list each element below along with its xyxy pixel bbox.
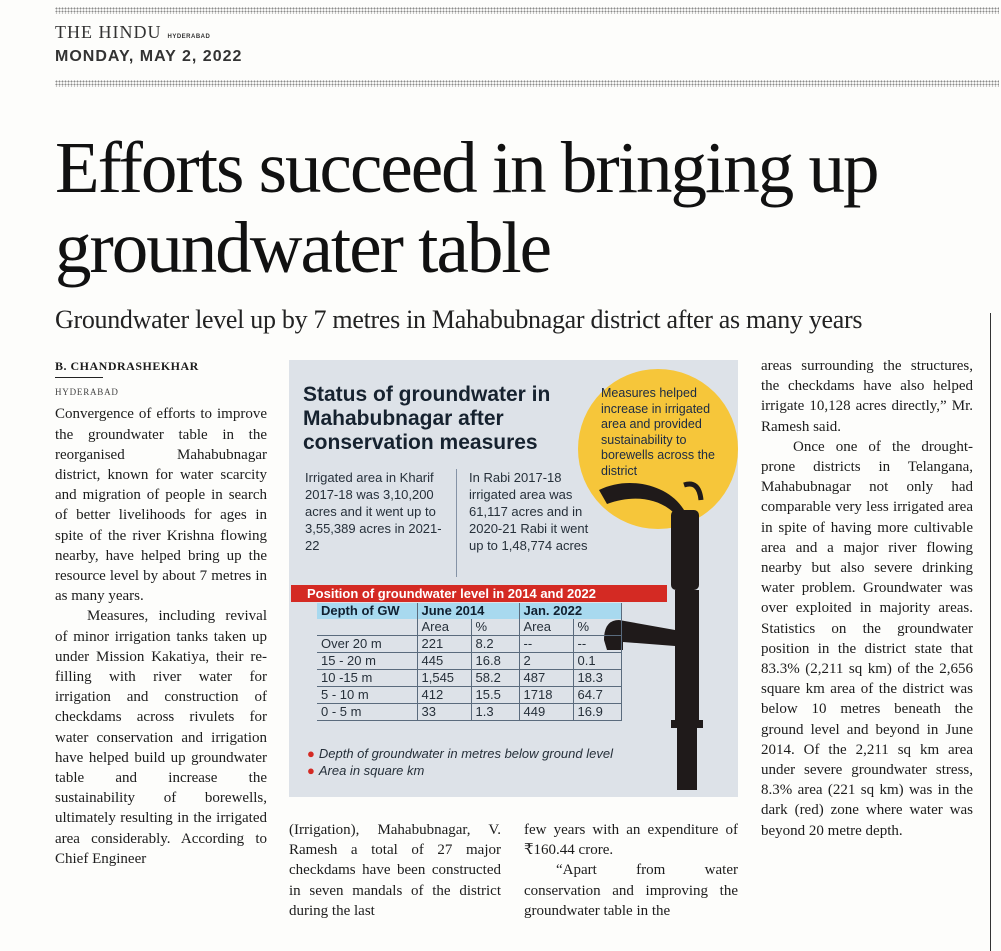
paragraph: Measures, including revival of minor irrigation tanks taken up under Mission Kakatiya, their re-filling with river water for irrigation and construction of checkdams across rivulets for water conservation and irrigation have helped build up groundwater table and increase the sustainability of borewells, ultimately resulting in the irrigated area considerably. According to Chief Engineer bbox=[55, 608, 267, 867]
subheader-area: Area bbox=[417, 619, 471, 636]
infographic-title: Status of groundwater in Mahabubnagar after conservation measures bbox=[303, 383, 551, 454]
bottom-dotted-rule bbox=[55, 80, 999, 87]
paragraph: areas surrounding the structures, the checkdams have also helped irrigate 10,128 acres directly,” Mr. Ramesh said. bbox=[761, 358, 973, 435]
paragraph: Convergence of efforts to improve the groundwater table in the reorganised Mahabubnagar district, known for water scarcity and migration of people in search of better livelihoods for ages in spite of the river Krishna flowing nearby, have helped bring up the resource level by about 7 metres in as many years. bbox=[55, 406, 267, 605]
note-item: ● Area in square km bbox=[307, 763, 425, 778]
article-column-2 bbox=[289, 820, 501, 921]
callout-text: Measures helped increase in irrigated area and provided sustainability to borewells across the district bbox=[601, 386, 715, 478]
subheader-pct: % bbox=[471, 619, 519, 636]
header-jan: Jan. 2022 bbox=[519, 603, 621, 619]
header-june: June 2014 bbox=[417, 603, 519, 619]
bullet-icon: ● bbox=[307, 746, 315, 761]
headline: Efforts succeed in bringing up groundwater table bbox=[55, 127, 878, 288]
dateline: HYDERABAD bbox=[55, 387, 119, 398]
stat-divider bbox=[456, 469, 457, 577]
subheader-area: Area bbox=[519, 619, 573, 636]
column-rule bbox=[990, 313, 991, 951]
paper-name: THE HINDU HYDERABAD bbox=[55, 22, 211, 42]
table-row: 5 - 10 m 412 15.5 1718 64.7 bbox=[317, 687, 621, 704]
groundwater-table bbox=[317, 603, 622, 721]
table-subheader-row bbox=[317, 619, 621, 636]
table-row: Over 20 m 221 8.2 -- -- bbox=[317, 636, 621, 653]
table-row: 15 - 20 m 445 16.8 2 0.1 bbox=[317, 653, 621, 670]
edition-label: HYDERABAD bbox=[167, 34, 211, 40]
subheader-pct: % bbox=[573, 619, 621, 636]
note-item: ● Depth of groundwater in metres below ground level bbox=[307, 746, 613, 761]
table-row: 0 - 5 m 33 1.3 449 16.9 bbox=[317, 704, 621, 721]
byline-rule bbox=[55, 377, 103, 378]
publication-date: MONDAY, MAY 2, 2022 bbox=[55, 48, 243, 65]
table-header-row bbox=[317, 603, 621, 619]
byline: B. CHANDRASHEKHAR bbox=[55, 359, 199, 373]
article-column-4 bbox=[761, 356, 973, 841]
table-row: 10 -15 m 1,545 58.2 487 18.3 bbox=[317, 670, 621, 687]
masthead bbox=[55, 22, 242, 66]
table-title: Position of groundwater level in 2014 and 2022 bbox=[291, 585, 667, 602]
subheadline: Groundwater level up by 7 metres in Mahabubnagar district after as many years bbox=[55, 305, 863, 334]
bullet-icon: ● bbox=[307, 763, 315, 778]
infographic bbox=[289, 360, 738, 797]
table-notes bbox=[307, 744, 613, 781]
paragraph: few years with an expenditure of ₹160.44 crore. bbox=[524, 822, 738, 859]
article-column-3 bbox=[524, 820, 738, 921]
header-depth: Depth of GW bbox=[317, 603, 417, 619]
article-column-1 bbox=[55, 356, 267, 869]
paragraph: (Irrigation), Mahabubnagar, V. Ramesh a total of 27 major checkdams have been constructed in seven mandals of the district during the last bbox=[289, 822, 501, 919]
paragraph: Once one of the drought-prone districts in Telangana, Mahabubnagar not only had comparable very less irrigated area in spite of having more cultivable area and a major river flowing nearby but also severe drinking water problem. Groundwater was over exploited in majority areas. Statistics on the groundwater position in the district state that 83.3% (2,211 sq km) of the 2,656 square km area of the district was below 10 metres beneath the ground level and beyond in June 2014. Of the 2,211 sq km area under severe groundwater stress, 8.3% area (221 sq km) was in the dark (red) zone where water was beyond 20 metre depth. bbox=[761, 438, 973, 839]
rabi-stat: In Rabi 2017-18 irrigated area was 61,117 acres and in 2020-21 Rabi it went up to 1,48,774 acres bbox=[469, 470, 589, 553]
top-dotted-rule bbox=[55, 7, 999, 14]
kharif-stat: Irrigated area in Kharif 2017-18 was 3,10,200 acres and it went up to 3,55,389 acres in 2021-22 bbox=[305, 470, 442, 553]
paragraph: “Apart from water conservation and improving the groundwater table in the bbox=[524, 862, 738, 919]
